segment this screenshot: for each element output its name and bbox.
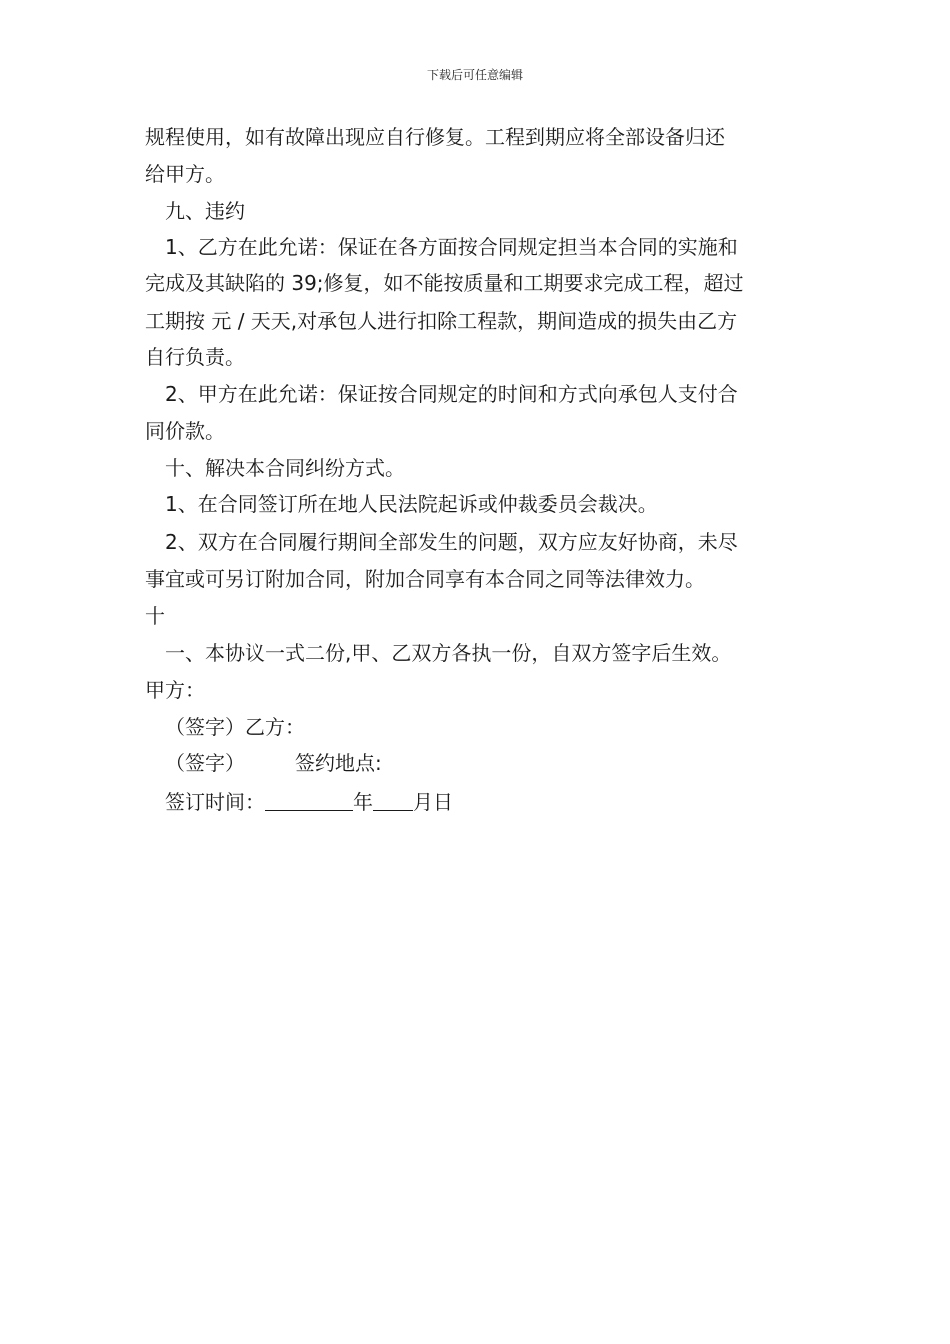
body-line: 自行负责。 (145, 345, 245, 369)
sign-date-row (165, 790, 453, 812)
sign-date-label: 签订时间： (165, 790, 265, 814)
header-note: 下载后可任意编辑 (426, 68, 523, 82)
body-line: 工期按 元 / 天天,对承包人进行扣除工程款，期间造成的损失由乙方 (145, 309, 738, 333)
body-line: 给甲方。 (145, 162, 225, 186)
sign-label: （签字） (165, 751, 245, 775)
party-b-label: （签字）乙方： (165, 715, 305, 739)
section-heading: 九、违约 (165, 199, 245, 223)
year-blank (265, 792, 353, 811)
month-day-label: 月日 (413, 790, 453, 814)
clause-line: 2、双方在合同履行期间全部发生的问题，双方应友好协商，未尽 (165, 530, 738, 554)
year-label: 年 (353, 790, 373, 814)
clause-line: 1、乙方在此允诺：保证在各方面按合同规定担当本合同的实施和 (165, 235, 738, 259)
sign-location-label: 签约地点: (295, 751, 382, 775)
body-line: 完成及其缺陷的 39;修复，如不能按质量和工期要求完成工程，超过 (145, 271, 744, 295)
month-blank (373, 792, 413, 811)
section-heading: 十 (145, 604, 165, 628)
section-heading: 十、解决本合同纠纷方式。 (165, 456, 405, 480)
clause-line: 1、在合同签订所在地人民法院起诉或仲裁委员会裁决。 (165, 492, 658, 516)
party-a-label: 甲方： (145, 678, 205, 702)
clause-line: 一、本协议一式二份,甲、乙双方各执一份，自双方签字后生效。 (165, 641, 732, 665)
body-line: 规程使用，如有故障出现应自行修复。工程到期应将全部设备归还 (145, 125, 725, 149)
signature-row (165, 753, 382, 773)
body-line: 同价款。 (145, 419, 225, 443)
body-line: 事宜或可另订附加合同，附加合同享有本合同之同等法律效力。 (145, 567, 705, 591)
clause-line: 2、甲方在此允诺：保证按合同规定的时间和方式向承包人支付合 (165, 382, 738, 406)
